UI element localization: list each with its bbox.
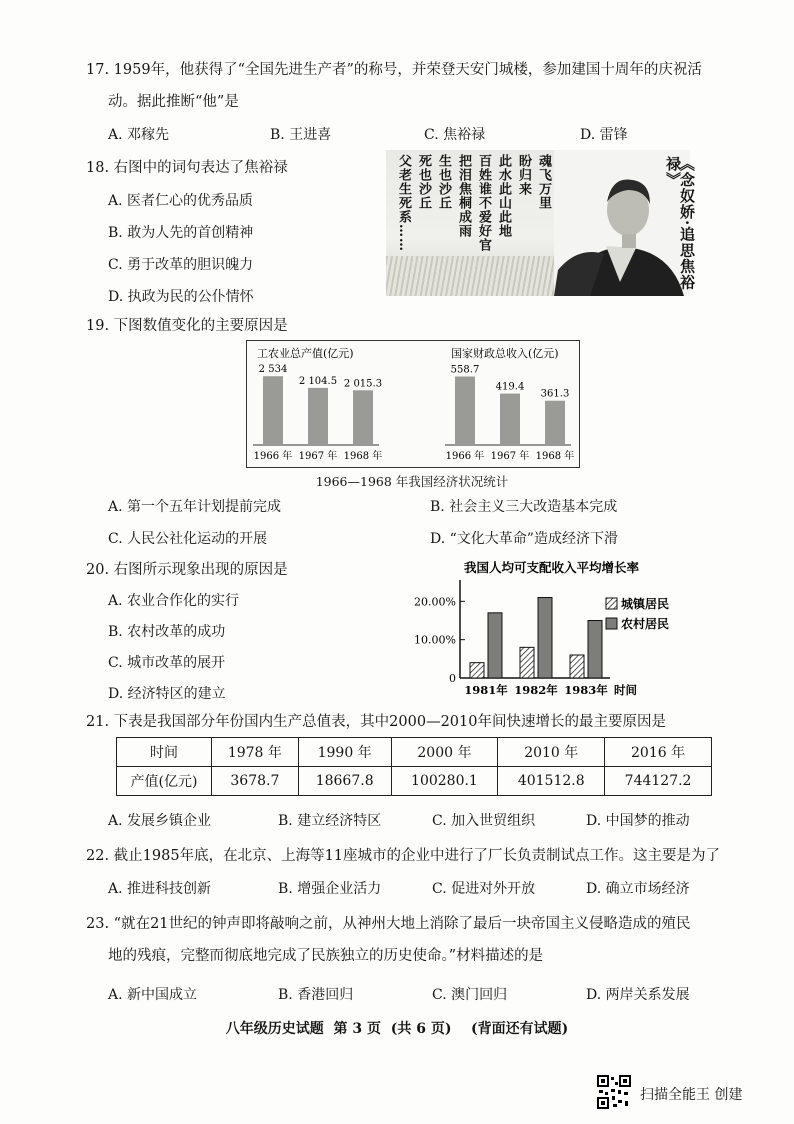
bar-value-label: 419.4 [495,381,525,393]
table-cell: 产值(亿元) [117,767,212,796]
bar-rural [488,613,502,678]
bar-rural [538,598,552,679]
q20-chart [400,556,690,698]
x-axis-label: 时间 [614,683,637,697]
bar-value-label: 361.3 [540,388,570,400]
q21-option-b: B. 建立经济特区 [278,813,382,829]
q21-stem: 21. 下表是我国部分年份国内生产总值表，其中2000—2010年间快速增长的最主要原因是 [86,714,666,730]
q23-option-c: C. 澳门回归 [432,987,508,1003]
table-cell: 3678.7 [212,767,299,796]
scanner-brand-label: 扫描全能王 创建 [640,1087,743,1103]
table-cell: 2010 年 [498,738,605,767]
category-tick-label: 1966 年 [445,451,485,462]
q20-option-c: C. 城市改革的展开 [108,655,226,671]
q18-option-b: B. 敢为人先的首创精神 [108,225,254,241]
q17-stem-line2: 动。据此推断“他”是 [108,94,239,110]
poem-title: 《念奴娇·追思焦裕禄》 [664,156,696,291]
q22-option-c: C. 促进对外开放 [432,881,536,897]
qr-code-icon [596,1074,632,1110]
q19-option-b: B. 社会主义三大改造基本完成 [430,499,618,515]
q18-stem: 18. 右图中的词句表达了焦裕禄 [86,160,288,176]
category-tick-label: 1967 年 [490,451,530,462]
table-row [117,738,712,767]
q22-option-d: D. 确立市场经济 [586,881,690,897]
category-tick-label: 1983年 [564,683,608,697]
bar [353,390,373,445]
category-tick-label: 1967 年 [298,451,338,462]
q22-option-b: B. 增强企业活力 [278,881,382,897]
legend-label: 农村居民 [621,617,670,631]
bar-value-label: 2 104.5 [298,375,338,387]
q20-stem: 20. 右图所示现象出现的原因是 [86,562,288,578]
bar-urban [570,655,584,678]
category-tick-label: 1981年 [464,683,508,697]
table-cell: 100280.1 [391,767,498,796]
bar-value-label: 2 534 [258,364,288,376]
q17-option-d: D. 雷锋 [580,127,628,143]
q19-option-a: A. 第一个五年计划提前完成 [108,499,282,515]
bar-rural [588,621,602,679]
q19-chart [247,341,579,467]
q23-option-b: B. 香港回归 [278,987,354,1003]
bar [455,377,475,445]
q20-option-a: A. 农业合作化的实行 [108,593,240,609]
poem-column: 生也沙丘 [436,154,451,210]
page-footer: 八年级历史试题 第 3 页 (共 6 页) (背面还有试题) [225,1021,569,1037]
q23-option-d: D. 两岸关系发展 [586,987,690,1003]
y-tick-label: 10.00% [414,633,456,647]
jiao-yulu-portrait [554,150,696,296]
chart-title-output: 工农业总产值(亿元) [257,347,354,360]
bar [308,388,328,445]
bar [500,394,520,445]
bar-urban [520,647,534,678]
chart-title-revenue: 国家财政总收入(亿元) [451,347,559,360]
q17-option-c: C. 焦裕禄 [424,127,486,143]
legend-swatch [606,618,617,629]
q19-option-c: C. 人民公社化运动的开展 [108,531,268,547]
q21-gdp-table [116,737,712,796]
q21-option-d: D. 中国梦的推动 [586,813,690,829]
table-cell: 18667.8 [298,767,391,796]
legend-swatch [606,598,617,609]
q18-option-c: C. 勇于改革的胆识魄力 [108,257,254,273]
poem-column: 魂飞万里 [536,154,551,210]
bar-value-label: 2 015.3 [343,378,383,390]
q17-option-a: A. 邓稼先 [108,127,170,143]
q21-option-a: A. 发展乡镇企业 [108,813,212,829]
q21-option-c: C. 加入世贸组织 [432,813,536,829]
q20-option-d: D. 经济特区的建立 [108,686,226,702]
bar-value-label: 558.7 [450,364,480,376]
q19-chart-frame [246,340,580,468]
category-tick-label: 1968 年 [343,451,383,462]
q18-option-a: A. 医者仁心的优秀品质 [108,193,254,209]
table-cell: 时间 [117,738,212,767]
y-tick-label: 0 [449,672,456,685]
bar [263,376,283,445]
table-cell: 1990 年 [298,738,391,767]
poem-column: 父老生死系…… [396,154,411,252]
poem-column: 百姓谁不爱好官 [476,154,491,252]
y-tick-label: 20.00% [414,595,456,609]
poem-column: 把泪焦桐成雨 [456,154,471,238]
q23-option-a: A. 新中国成立 [108,987,198,1003]
poem-column: 盼归来 [516,154,531,196]
category-tick-label: 1982年 [514,683,558,697]
q17-option-b: B. 王进喜 [270,127,332,143]
q19-option-d: D. “文化大革命”造成经济下滑 [430,531,618,547]
table-cell: 401512.8 [498,767,605,796]
q20-option-b: B. 农村改革的成功 [108,624,226,640]
q22-option-a: A. 推进科技创新 [108,881,212,897]
q23-stem-line1: 23. “就在21世纪的钟声即将敲响之前，从神州大地上消除了最后一块帝国主义侵略造成的殖民 [86,916,691,932]
table-cell: 744127.2 [605,767,712,796]
table-cell: 2016 年 [605,738,712,767]
bar-urban [470,663,484,678]
poem-column: 死也沙丘 [416,154,431,210]
q23-stem-line2: 地的残痕，完整而彻底地完成了民族独立的历史使命。”材料描述的是 [108,948,544,964]
q20-chart-title: 我国人均可支配收入平均增长率 [464,560,640,575]
q18-option-d: D. 执政为民的公仆情怀 [108,289,254,305]
table-cell: 1978 年 [212,738,299,767]
legend-label: 城镇居民 [621,597,670,611]
q19-chart-caption: 1966—1968 年我国经济状况统计 [315,474,509,489]
category-tick-label: 1968 年 [535,451,575,462]
table-cell: 2000 年 [391,738,498,767]
q19-stem: 19. 下图数值变化的主要原因是 [86,318,288,334]
category-tick-label: 1966 年 [253,451,293,462]
bar [545,401,565,445]
q17-stem-line1: 17. 1959年，他获得了“全国先进生产者”的称号，并荣登天安门城楼，参加建国十周年的庆祝活 [86,62,702,78]
poem-column: 此水此山此地 [496,154,511,238]
q22-stem: 22. 截止1985年底，在北京、上海等11座城市的企业中进行了厂长负责制试点工作。这主要是为了 [86,848,721,864]
table-row [117,767,712,796]
